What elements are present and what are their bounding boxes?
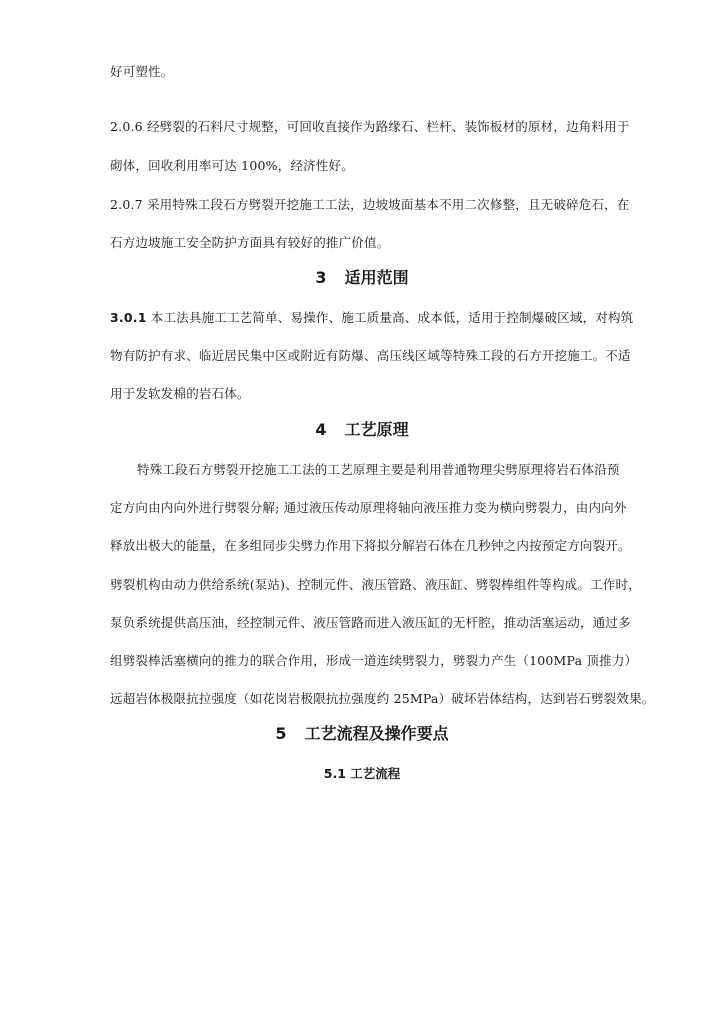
text-line: 泵负系统提供高压油，经控制元件、液压管路而进入液压缸的无杆腔，推动活塞运动，通过多 bbox=[110, 615, 631, 630]
text-line: 远超岩体极限抗拉强度（如花岗岩极限抗拉强度约 25MPa）破坏岩体结构，达到岩石劈裂效果。 bbox=[110, 691, 655, 706]
clause-number: 3.0.1 bbox=[110, 310, 147, 325]
section-title: 适用范围 bbox=[344, 268, 409, 287]
text-line: 用于发软发棉的岩石体。 bbox=[110, 386, 250, 401]
section-heading-4 bbox=[0, 420, 724, 440]
clause-text: 本工法具施工工艺简单、易操作、施工质量高、成本低，适用于控制爆破区域，对构筑 bbox=[146, 310, 634, 325]
text-line: 物有防护有求、临近居民集中区或附近有防爆、高压线区域等特殊工段的石方开挖施工。不适 bbox=[110, 348, 631, 363]
subsection-heading-5-1: 5.1 工艺流程 bbox=[323, 766, 401, 781]
section-heading-3 bbox=[0, 268, 724, 288]
text-line: 释放出极大的能量，在多组同步尖劈力作用下将拟分解岩石体在几秒钟之内按预定方向裂开。 bbox=[110, 538, 631, 553]
section-number: 5 bbox=[275, 724, 287, 743]
text-line bbox=[110, 310, 633, 326]
text-line: 石方边坡施工安全防护方面具有较好的推广价值。 bbox=[110, 235, 390, 250]
text-line: 2.0.6 经劈裂的石料尺寸规整，可回收直接作为路缘石、栏杆、装饰板材的原材，边角料用于 bbox=[110, 119, 630, 134]
text-line: 组劈裂棒活塞横向的推力的联合作用，形成一道连续劈裂力，劈裂力产生（100MPa 顶推力） bbox=[110, 653, 638, 668]
text-line: 劈裂机构由动力供给系统(泵站)、控制元件、液压管路、液压缸、劈裂棒组件等构成。工作时， bbox=[110, 577, 641, 592]
section-heading-5 bbox=[0, 724, 724, 744]
section-number: 3 bbox=[315, 268, 327, 287]
text-line: 特殊工段石方劈裂开挖施工工法的工艺原理主要是利用普通物理尖劈原理将岩石体沿预 bbox=[137, 462, 620, 477]
section-number: 4 bbox=[315, 420, 327, 439]
text-line: 2.0.7 采用特殊工段石方劈裂开挖施工工法，边坡坡面基本不用二次修整，且无破碎危石，在 bbox=[110, 197, 630, 212]
section-title: 工艺流程及操作要点 bbox=[304, 724, 449, 743]
section-title: 工艺原理 bbox=[344, 420, 409, 439]
text-line: 定方向由内向外进行劈裂分解; 通过液压传动原理将轴向液压推力变为横向劈裂力，由内向外 bbox=[110, 500, 627, 515]
text-line: 砌体，回收利用率可达 100%，经济性好。 bbox=[110, 158, 354, 173]
text-line: 好可塑性。 bbox=[110, 64, 174, 79]
